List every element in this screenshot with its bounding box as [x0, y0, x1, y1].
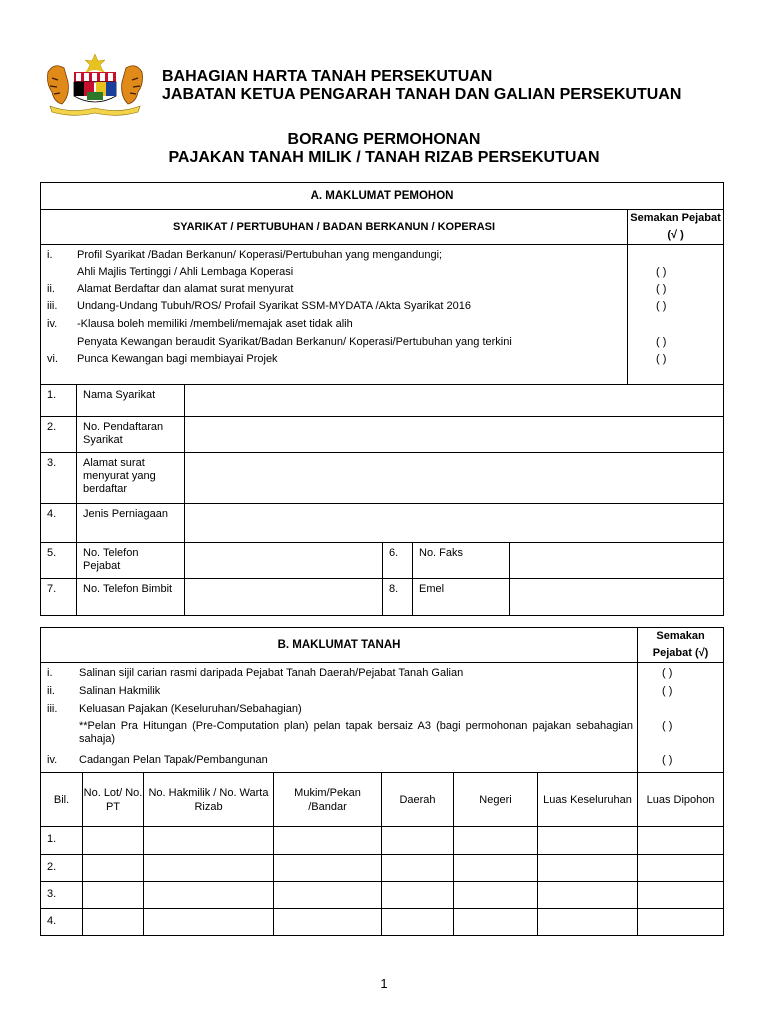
table-cell[interactable]: [83, 855, 144, 882]
column-header-daerah: Daerah: [382, 773, 454, 827]
field-label-registration-no: No. Pendaftaran Syarikat: [77, 417, 185, 453]
agency-header: [162, 68, 681, 104]
table-row: [41, 855, 724, 882]
department-name: JABATAN KETUA PENGARAH TANAH DAN GALIAN PERSEKUTUAN: [162, 86, 682, 103]
page-number: 1: [380, 976, 388, 991]
section-b-table: [40, 627, 724, 936]
section-a-checklist: i. Profil Syarikat /Badan Berkanun/ Koperasi/Pertubuhan yang mengandungi; Ahli Majlis Tertinggi / Ahli Lembaga Koperasi ii. Alamat Berdaftar dan alamat surat menyurat iii. Undang-Undang Tubuh/ROS/ Profail Syarikat SSM-MYDATA /Akta Syarikat 2016 iv. -Klausa boleh memiliki /membeli/memajak aset tidak alih Penyata Kewangan beraudit Syarikat/Badan Berkanun/ Koperasi/Pertubuhan yang terkini vi. Punca Kewangan bagi membiayai Projek: [41, 245, 628, 385]
column-header-luas-dipohon: Luas Dipohon: [638, 773, 724, 827]
table-cell[interactable]: [638, 827, 724, 855]
table-cell[interactable]: [144, 827, 274, 855]
field-label-fax: No. Faks: [413, 543, 510, 579]
section-b-check-header: Semakan Pejabat (√): [638, 628, 724, 663]
column-header-luas-keseluruhan: Luas Keseluruhan: [538, 773, 638, 827]
malaysia-coat-of-arms-icon: [40, 52, 150, 116]
form-title-line2: PAJAKAN TANAH MILIK / TANAH RIZAB PERSEKUTUAN: [168, 149, 600, 166]
company-name-input[interactable]: [185, 385, 724, 417]
email-input[interactable]: [510, 579, 724, 616]
table-cell[interactable]: [638, 882, 724, 909]
row-number: 3.: [41, 882, 83, 909]
form-title: [0, 131, 768, 167]
table-cell[interactable]: [382, 827, 454, 855]
table-cell[interactable]: [83, 882, 144, 909]
agency-name: BAHAGIAN HARTA TANAH PERSEKUTUAN: [162, 68, 493, 85]
section-a-checkboxes: [628, 245, 724, 385]
office-phone-input[interactable]: [185, 543, 383, 579]
section-b-checkboxes: [638, 663, 724, 773]
check-box[interactable]: ( ): [662, 667, 673, 679]
table-cell[interactable]: [274, 827, 382, 855]
table-cell[interactable]: [538, 909, 638, 936]
field-label-mobile-phone: No. Telefon Bimbit: [77, 579, 185, 616]
table-row: [41, 882, 724, 909]
table-cell[interactable]: [274, 909, 382, 936]
table-cell[interactable]: [454, 827, 538, 855]
check-box[interactable]: ( ): [656, 353, 667, 365]
column-header-lot: No. Lot/ No. PT: [83, 773, 144, 827]
table-row: [41, 909, 724, 936]
column-header-hakmilik: No. Hakmilik / No. Warta Rizab: [144, 773, 274, 827]
table-cell[interactable]: [454, 855, 538, 882]
field-label-company-name: Nama Syarikat: [77, 385, 185, 417]
table-cell[interactable]: [274, 882, 382, 909]
field-number: 8.: [383, 579, 413, 616]
check-box[interactable]: ( ): [656, 300, 667, 312]
table-cell[interactable]: [144, 855, 274, 882]
table-cell[interactable]: [454, 882, 538, 909]
field-number: 4.: [41, 504, 77, 543]
table-cell[interactable]: [454, 909, 538, 936]
address-input[interactable]: [185, 453, 724, 504]
field-number: 7.: [41, 579, 77, 616]
table-cell[interactable]: [274, 855, 382, 882]
field-label-address: Alamat surat menyurat yang berdaftar: [77, 453, 185, 504]
section-a-title: A. MAKLUMAT PEMOHON: [41, 183, 724, 210]
table-cell[interactable]: [83, 827, 144, 855]
table-cell[interactable]: [538, 855, 638, 882]
form-title-line1: BORANG PERMOHONAN: [287, 131, 481, 148]
field-number: 3.: [41, 453, 77, 504]
business-type-input[interactable]: [185, 504, 724, 543]
table-cell[interactable]: [83, 909, 144, 936]
table-cell[interactable]: [538, 882, 638, 909]
registration-no-input[interactable]: [185, 417, 724, 453]
section-b-checklist: i. Salinan sijil carian rasmi daripada Pejabat Tanah Daerah/Pejabat Tanah Galian ii. Salinan Hakmilik iii. Keluasan Pajakan (Keseluruhan/Sebahagian) **Pelan Pra Hitungan (Pre-Computation plan) pelan tapak bersaiz A3 (bagi permohonan pajakan sebahagian sahaja) iv. Cadangan Pelan Tapak/Pembangunan: [41, 663, 638, 773]
column-header-bil: Bil.: [41, 773, 83, 827]
check-box[interactable]: ( ): [656, 283, 667, 295]
field-number: 1.: [41, 385, 77, 417]
field-number: 2.: [41, 417, 77, 453]
check-box[interactable]: ( ): [662, 754, 673, 766]
table-row: [41, 827, 724, 855]
table-cell[interactable]: [382, 855, 454, 882]
field-number: 5.: [41, 543, 77, 579]
mobile-phone-input[interactable]: [185, 579, 383, 616]
column-header-mukim: Mukim/Pekan /Bandar: [274, 773, 382, 827]
row-number: 4.: [41, 909, 83, 936]
field-label-email: Emel: [413, 579, 510, 616]
check-box[interactable]: ( ): [662, 720, 673, 732]
field-number: 6.: [383, 543, 413, 579]
section-a-table: [40, 182, 724, 616]
fax-input[interactable]: [510, 543, 724, 579]
column-header-negeri: Negeri: [454, 773, 538, 827]
table-cell[interactable]: [538, 827, 638, 855]
row-number: 1.: [41, 827, 83, 855]
section-a-subtitle: SYARIKAT / PERTUBUHAN / BADAN BERKANUN / KOPERASI: [41, 210, 628, 245]
section-b-title: B. MAKLUMAT TANAH: [41, 628, 638, 663]
field-label-business-type: Jenis Perniagaan: [77, 504, 185, 543]
table-cell[interactable]: [638, 909, 724, 936]
row-number: 2.: [41, 855, 83, 882]
table-cell[interactable]: [144, 882, 274, 909]
field-label-office-phone: No. Telefon Pejabat: [77, 543, 185, 579]
table-cell[interactable]: [144, 909, 274, 936]
table-cell[interactable]: [382, 882, 454, 909]
section-a-check-header: Semakan Pejabat (√ ): [628, 210, 724, 245]
check-box[interactable]: ( ): [656, 336, 667, 348]
table-cell[interactable]: [638, 855, 724, 882]
check-box[interactable]: ( ): [662, 685, 673, 697]
table-cell[interactable]: [382, 909, 454, 936]
check-box[interactable]: ( ): [656, 266, 667, 278]
